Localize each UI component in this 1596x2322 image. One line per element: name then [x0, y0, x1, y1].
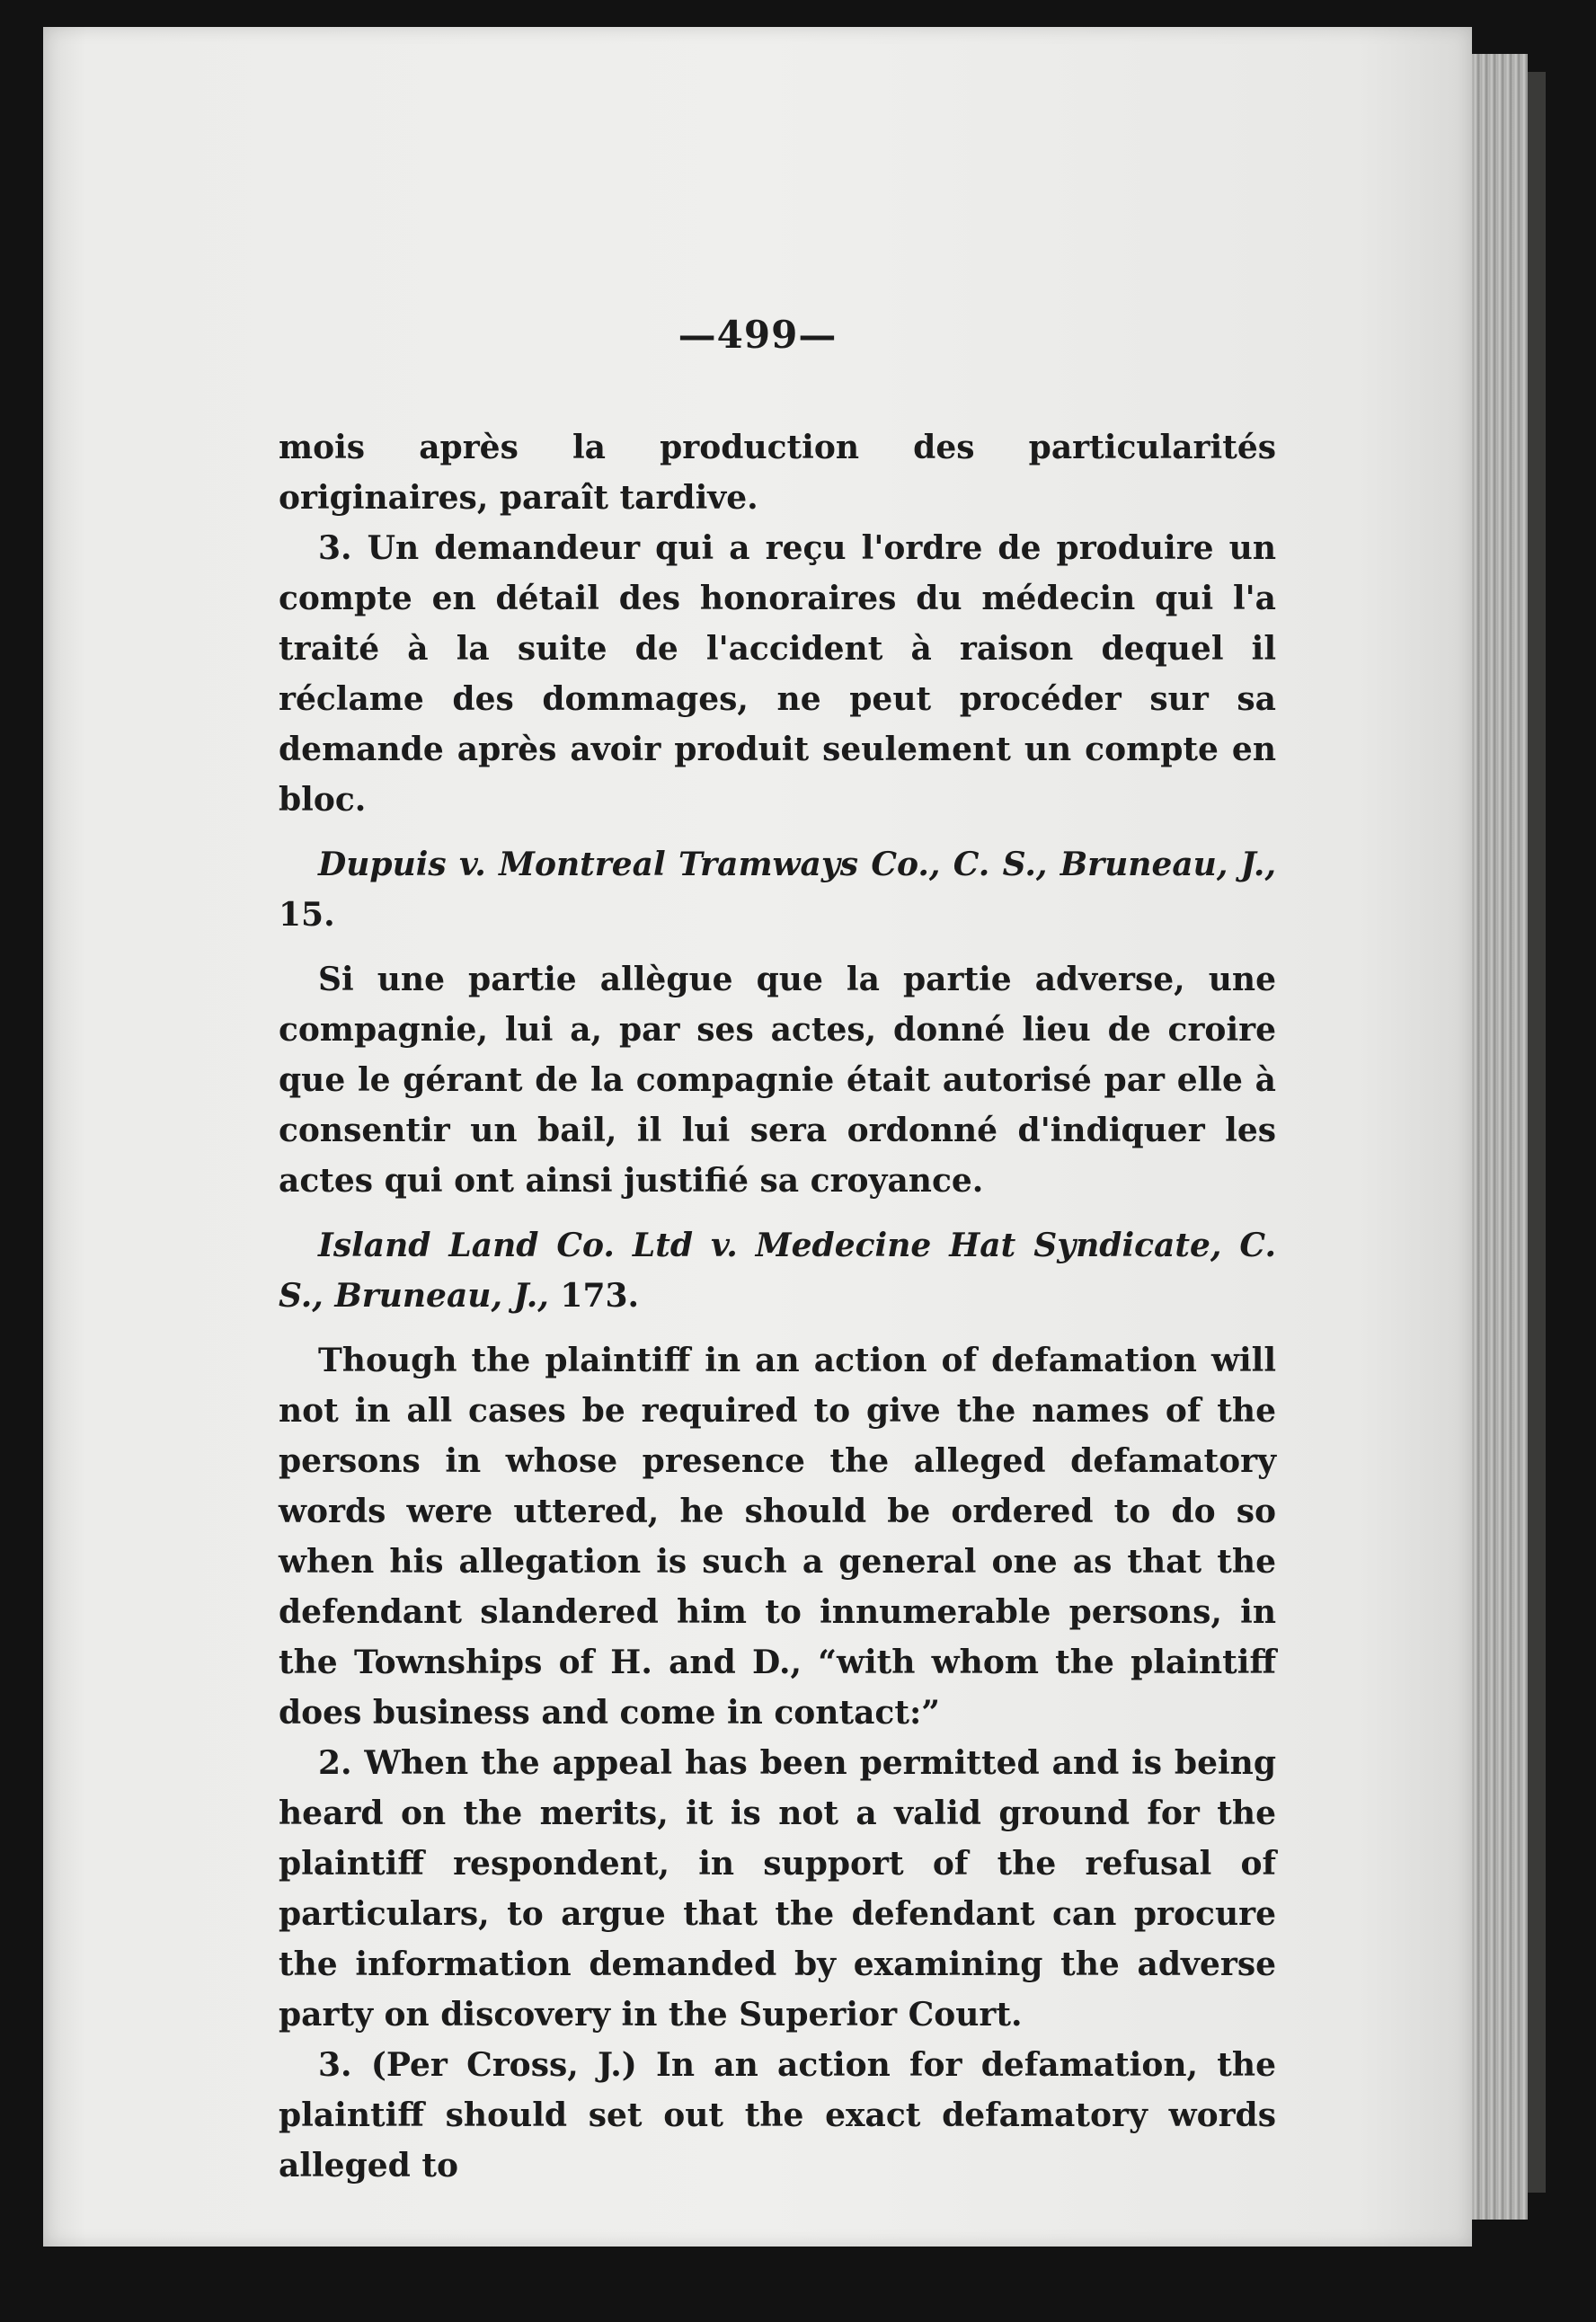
citation-page: 173. [560, 1277, 640, 1315]
case-citation-island-land [279, 1220, 1276, 1321]
case-citation-dupuis [279, 839, 1276, 940]
paragraph-partie: Si une partie allègue que la partie adverse, une compagnie, lui a, par ses actes, donné lieu de croire que le gérant de la compagnie était autorisé par elle à consentir un bail, il lui sera ordonné d'indiquer les actes qui ont ainsi justifié sa croyance. [279, 961, 1276, 1200]
page-number: —499— [678, 313, 838, 357]
page-edge-stack [1465, 54, 1528, 2220]
paragraph-item-3-cross: 3. (Per Cross, J.) In an action for defamation, the plaintiff should set out the exact defamatory words alleged to [279, 2046, 1276, 2185]
paragraph-continuation: mois après la production des particularités originaires, paraît tardive. [279, 429, 1276, 517]
citation-page: 15. [279, 896, 335, 934]
paragraph-item-3: 3. Un demandeur qui a reçu l'ordre de produire un compte en détail des honoraires du médecin qui l'a traité à la suite de l'accident à raison dequel il réclame des dommages, ne peut procéder sur sa demande après avoir produit seulement un compte en bloc. [279, 529, 1276, 819]
citation-case-name: Dupuis v. Montreal Tramways Co., C. S., Bruneau, J., [318, 846, 1276, 883]
paragraph-item-2: 2. When the appeal has been permitted and is being heard on the merits, it is not a valid ground for the plaintiff respondent, in support of the refusal of particulars, to argue that the defendant can procure the information demanded by examining the adverse party on discovery in the Superior Court. [279, 1744, 1276, 2034]
binding-shadow [1528, 72, 1546, 2193]
book-page [43, 27, 1472, 2247]
page-body [279, 422, 1276, 2191]
citation-case-name: Island Land Co. Ltd v. Medecine Hat Syndicate, C. S., Bruneau, J., [279, 1227, 1276, 1315]
paragraph-defamation: Though the plaintiff in an action of defamation will not in all cases be required to give the names of the persons in whose presence the alleged defamatory words were uttered, he should be ordered to do so when his allegation is such a general one as that the defendant slandered him to innumerable persons, in the Townships of H. and D., “with whom the plaintiff does business and come in contact:” [279, 1342, 1276, 1732]
